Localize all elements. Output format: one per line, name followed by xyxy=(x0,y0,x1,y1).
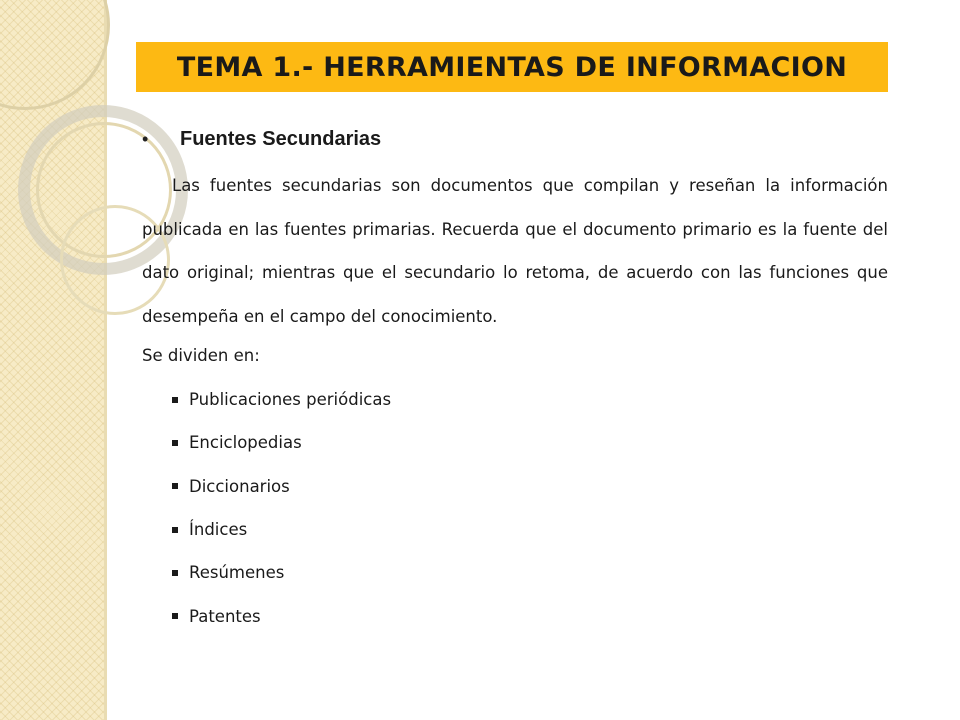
square-bullet-icon xyxy=(172,397,178,403)
list-item xyxy=(172,594,391,637)
section-heading-row xyxy=(142,128,381,151)
list-item-label: Índices xyxy=(189,520,248,540)
list-item-label: Patentes xyxy=(189,606,261,626)
list-item-label: Diccionarios xyxy=(189,476,290,496)
list-item xyxy=(172,378,391,421)
decorative-ring-icon xyxy=(0,0,110,110)
list-item xyxy=(172,508,391,551)
divide-label: Se dividen en: xyxy=(142,346,260,365)
square-bullet-icon xyxy=(172,527,178,533)
bullet-icon: • xyxy=(142,129,149,149)
square-bullet-icon xyxy=(172,483,178,489)
list-item-label: Enciclopedias xyxy=(189,433,302,453)
section-heading: Fuentes Secundarias xyxy=(180,128,382,150)
list-item xyxy=(172,465,391,508)
title-banner xyxy=(136,42,888,92)
square-bullet-icon xyxy=(172,570,178,576)
list-item xyxy=(172,421,391,464)
decorative-side-strip xyxy=(0,0,107,720)
sources-list xyxy=(172,378,391,638)
square-bullet-icon xyxy=(172,440,178,446)
list-item xyxy=(172,551,391,594)
body-paragraph: Las fuentes secundarias son documentos que compilan y reseñan la información publicada en las fuentes primarias. Recuerda que el documento primario es la fuente del dato original; mientras que el secundario lo retoma, de acuerdo con las funciones que desempeña en el campo del conocimiento. xyxy=(142,176,888,326)
page-title: TEMA 1.- HERRAMIENTAS DE INFORMACION xyxy=(176,51,848,83)
square-bullet-icon xyxy=(172,613,178,619)
list-item-label: Publicaciones periódicas xyxy=(189,390,392,410)
list-item-label: Resúmenes xyxy=(189,563,285,583)
